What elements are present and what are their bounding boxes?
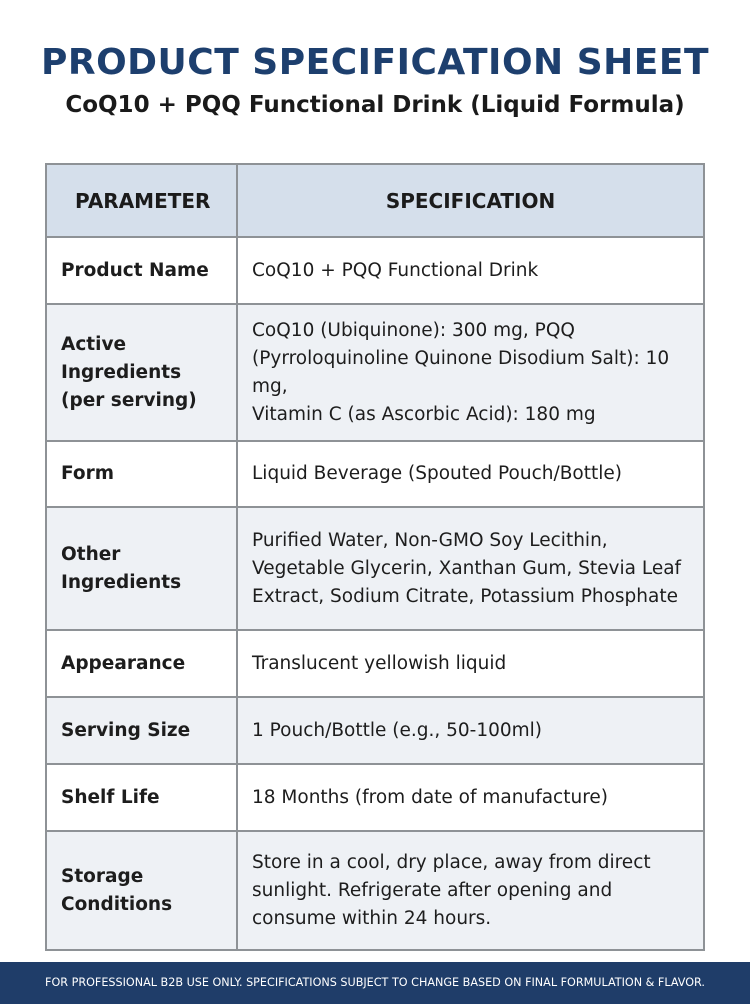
specification-cell: Translucent yellowish liquid <box>237 630 704 697</box>
table-row <box>46 507 704 630</box>
parameter-cell: Active Ingredients (per serving) <box>46 304 237 441</box>
parameter-cell: Storage Conditions <box>46 831 237 950</box>
footer-disclaimer: FOR PROFESSIONAL B2B USE ONLY. SPECIFICATIONS SUBJECT TO CHANGE BASED ON FINAL FORMULATION & FLAVOR. <box>0 962 750 1004</box>
specification-cell: CoQ10 + PQQ Functional Drink <box>237 237 704 304</box>
parameter-cell: Product Name <box>46 237 237 304</box>
parameter-cell: Shelf Life <box>46 764 237 831</box>
table-row <box>46 630 704 697</box>
column-header-specification: SPECIFICATION <box>237 164 704 237</box>
specification-table <box>45 163 705 951</box>
parameter-cell: Form <box>46 441 237 507</box>
specification-cell: Liquid Beverage (Spouted Pouch/Bottle) <box>237 441 704 507</box>
specification-line: CoQ10 (Ubiquinone): 300 mg, PQQ (Pyrroloquinoline Quinone Disodium Salt): 10 mg, <box>252 319 670 397</box>
specification-cell: Store in a cool, dry place, away from direct sunlight. Refrigerate after opening and consume within 24 hours. <box>237 831 704 950</box>
table-row <box>46 304 704 441</box>
page-title: PRODUCT SPECIFICATION SHEET <box>40 42 710 83</box>
specification-cell: Purified Water, Non-GMO Soy Lecithin, Vegetable Glycerin, Xanthan Gum, Stevia Leaf Extract, Sodium Citrate, Potassium Phosphate <box>237 507 704 630</box>
table-header-row <box>46 164 704 237</box>
parameter-cell: Appearance <box>46 630 237 697</box>
parameter-cell: Other Ingredients <box>46 507 237 630</box>
page-subtitle: CoQ10 + PQQ Functional Drink (Liquid Formula) <box>65 92 685 118</box>
column-header-parameter: PARAMETER <box>46 164 237 237</box>
parameter-cell: Serving Size <box>46 697 237 764</box>
table-row <box>46 441 704 507</box>
table-row <box>46 831 704 950</box>
table-row <box>46 697 704 764</box>
specification-cell: 1 Pouch/Bottle (e.g., 50-100ml) <box>237 697 704 764</box>
table-row <box>46 764 704 831</box>
specification-cell: 18 Months (from date of manufacture) <box>237 764 704 831</box>
specification-line: Vitamin C (as Ascorbic Acid): 180 mg <box>252 403 596 425</box>
table-row <box>46 237 704 304</box>
specification-cell <box>237 304 704 441</box>
